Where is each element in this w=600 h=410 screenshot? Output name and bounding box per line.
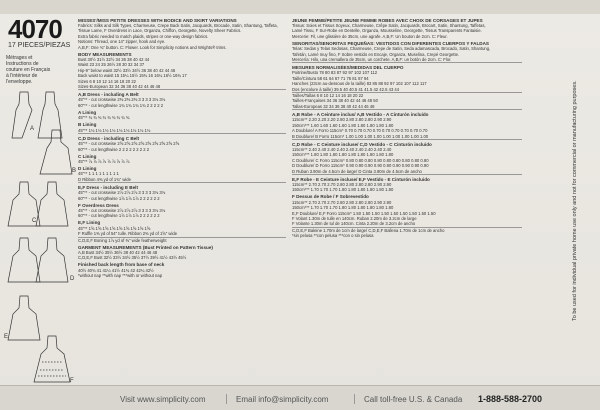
section-heading: D Lining bbox=[78, 165, 97, 171]
chart-row: Extra fabric needed to match plaids, stripes or one-way design fabrics. bbox=[78, 33, 209, 39]
view-label-e: E bbox=[4, 334, 9, 340]
chart-row: F Volante 1.30m de tul de 140cm. Cinta 2.20m de 3.2cm de ancho bbox=[292, 221, 522, 227]
view-label-f: F bbox=[70, 378, 74, 384]
chart-row: Hanches (23cm au-dessous de la taille) 83 85 88 92 97 102 107 112 117 bbox=[292, 81, 427, 87]
chart-row: C,D,E,F Bust 32½ 33½ 34½ 35½ 37½ 39½ 41½ 43½ 45½ bbox=[78, 255, 187, 261]
header-band bbox=[0, 0, 600, 14]
french-spanish-yardage-chart bbox=[292, 16, 522, 378]
dress-sketches bbox=[2, 90, 78, 386]
section-heading: E,F Lining bbox=[78, 220, 101, 226]
chart-row: *sin pelusa **con pelusa ***con o sin pelusa bbox=[292, 233, 374, 239]
section-heading: BODY MEASUREMENTS bbox=[78, 51, 132, 57]
chart-row: Back waist to waist 15 15¼ 15½ 15¾ 16 16¼ 16½ 16¾ 17 bbox=[78, 73, 187, 79]
chart-row: 150cm*** 1.60 1.60 1.60 1.60 1.80 1.80 1.80 1.80 1.80 bbox=[292, 122, 394, 128]
chart-row: Waist 23 24 25 26½ 28 30 32 34 37 bbox=[78, 62, 145, 68]
chart-row: F Ruffle 1⅜ yd of 54" tulle. Ribbon 2⅜ yd of 1⅝" wide bbox=[78, 231, 286, 237]
chart-row: Poitrine/Busto 78 80 83 87 92 97 102 107 112 bbox=[292, 70, 378, 76]
chart-row: Fabrics: Silks and Silk Types, Charmeuse, Crepe Back Satin, Jacquards, Brocade, Satin, Shantung, Taffeta, bbox=[78, 23, 278, 28]
chart-row: Tailles/Tallas 6 8 10 12 14 16 18 20 22 bbox=[292, 93, 364, 99]
chart-row: Tailles-Françaises 34 36 38 40 42 44 46 48 50 bbox=[292, 98, 378, 104]
chart-row: C,D,E,F Boning 1⅞ yd of ⅜" wide featherweight bbox=[78, 237, 167, 243]
section-heading: F Dessus de Robe / F Sobrevestido bbox=[292, 194, 369, 200]
view-f-sketch bbox=[34, 336, 70, 382]
chart-row: A,B,F: One ¾" button. C: Flower. Look for Simplicity notions and Wrights® trims. bbox=[78, 44, 227, 50]
chart-row: 45"** - cut crosswise 2⅞ 2⅞ 2⅞ 3 3 3 3 3⅛ 3⅛ bbox=[78, 207, 166, 213]
view-label-a: A bbox=[30, 126, 35, 132]
website-link[interactable]: Visit www.simplicity.com bbox=[120, 395, 206, 404]
chart-row: E,F Doublure/ E,F Forro 115cm* 1.50 1.50 1.50 1.50 1.50 1.50 1.50 1.50 1.50 bbox=[292, 210, 436, 216]
chart-row: 115cm** 2.70 2.70 2.70 2.80 2.80 2.80 2.80 2.90 2.90 bbox=[292, 181, 392, 187]
chart-row: Hip-9" below waist 32½ 33½ 34½ 36 38 40 42 44 46 bbox=[78, 67, 176, 73]
chart-row: C Doublure/ C Forro 115cm* 0.80 0.80 0.80 0.80 0.80 0.80 0.80 0.80 0.80 bbox=[292, 157, 429, 163]
chart-row: Tafetán, Lamé muy fino, F Sobre vestido en Encaje, Organza, Muselina, Crepé Georgette. bbox=[292, 51, 460, 57]
chart-row: D Ribbon 4⅜ yd of 1¾" wide bbox=[78, 177, 286, 183]
chart-row: 40½ 40¾ 41 41¼ 41½ 41¾ 42 42¼ 42½ bbox=[78, 267, 154, 273]
chart-row: Tallas-Europeas 32 34 36 38 40 42 44 46 48 bbox=[292, 104, 522, 110]
chart-row: 45"** ⅞ ⅞ ⅞ ⅞ ⅞ ⅞ ⅞ ⅞ ⅞ bbox=[78, 158, 130, 164]
view-sketches bbox=[2, 90, 78, 390]
english-yardage-chart bbox=[78, 16, 286, 378]
chart-row: 60"** - cut lengthwise 2 2 2 2 2 2 2 2 2 bbox=[78, 146, 150, 152]
view-label-d: D bbox=[70, 276, 75, 282]
chart-row: Tissue Lame, F Overdress in Lace, Organza, Chiffon, Georgette, Novelty Sheer Fabrics. bbox=[78, 28, 242, 34]
chart-row: 45"** - cut crosswise 2⅞ 2⅞ 2⅞ 3 3 3 3 3⅛ 3⅛ bbox=[78, 190, 166, 196]
chart-row: 60"** - cut lengthwise 1⅞ 1⅞ 1⅞ 2 2 2 2 2 2 bbox=[78, 195, 160, 201]
view-label-c: C bbox=[32, 218, 37, 224]
section-heading: C,D Dress - including C Belt bbox=[78, 135, 140, 141]
section-heading: A,B Dress - including A Belt bbox=[78, 92, 139, 98]
chart-row: Sizes 6 8 10 12 14 16 18 20 22 bbox=[78, 78, 136, 84]
chart-row: Dos (encolure à taille) 39.5 40 40.5 41 41.5 42 42.5 43 44 bbox=[292, 87, 522, 93]
section-heading: C,D Robe - C Ceinture incluse/ C,D Vestido - C Cinturón incluido bbox=[292, 141, 432, 147]
chart-row: B Doublure/ B Forro 115cm* 1.00 1.00 1.00 1.00 1.00 1.00 1.00 1.00 1.00 bbox=[292, 134, 522, 140]
chart-row: 150cm*** 1.80 1.80 1.80 1.80 1.80 1.80 1.80 1.80 1.80 bbox=[292, 152, 394, 158]
chart-row: Lamé Tissu, F Sur-Robe en Dentelle, Organza, Mousseline, Georgette, Tissus Transparents Fantaisie. bbox=[292, 28, 482, 34]
chart-row: D Ruban 3.90m de 4.5cm de large/ D Cinta 3.90m de 4.5cm de ancho bbox=[292, 169, 522, 175]
footer-divider bbox=[354, 394, 355, 404]
phone-number[interactable]: 1-888-588-2700 bbox=[478, 394, 543, 404]
chart-row: 150cm*** 1.70 1.70 1.70 1.80 1.80 1.80 1.80 1.80 1.80 bbox=[292, 205, 394, 211]
view-c-sketch bbox=[8, 182, 68, 226]
view-a-sketch bbox=[12, 92, 62, 138]
chart-row: Sizes-European 32 34 36 38 40 42 44 46 48 bbox=[78, 84, 286, 90]
section-heading: E,F Dress - including E Belt bbox=[78, 184, 138, 190]
section-heading: MESURES NORMALISÉES/MEDIDAS DEL CUERPO bbox=[292, 65, 404, 71]
view-e-sketch bbox=[8, 296, 40, 340]
chart-row: *without nap **with nap ***with or without nap bbox=[78, 273, 163, 279]
pattern-number: 4070 bbox=[8, 14, 62, 44]
section-heading: Finished back length from base of neck bbox=[78, 262, 165, 268]
chart-row: 45"** - cut crosswise 2⅜ 2⅜ 2⅜ 3 3 3 3 3⅛ 3⅛ bbox=[78, 97, 166, 103]
chart-row: Tissus: Soies et Tissus Soyeux, Charmeuse, Crêpe Satin, Jacquards, Brocart, Satin, Shantung, Taffetas, bbox=[292, 23, 486, 28]
section-heading: GARMENT MEASUREMENTS (Bust Printed on Pattern Tissue) bbox=[78, 244, 213, 250]
section-heading: C Lining bbox=[78, 153, 97, 159]
chart-row: 115cm** 2.20 2.20 2.20 2.80 2.80 2.80 2.80 2.90 2.90 bbox=[292, 117, 392, 123]
chart-row: Bust 30½ 31½ 32½ 34 36 38 40 42 44 bbox=[78, 57, 150, 63]
chart-row: 115cm** 2.40 2.40 2.40 2.40 2.40 2.40 2.40 2.40 2.40 bbox=[292, 146, 392, 152]
chart-row: 45"** ¾ ¾ ¾ ¾ ¾ ¾ ¾ ¾ ¾ bbox=[78, 115, 130, 121]
chart-row: C,D,E,F Baleine 1.70m de 1cm de large/ C,D,E,F Ballena 1.70m de 1cm de ancho bbox=[292, 227, 445, 233]
chart-row: 45"** 1 1 1 1 1 1 1 1 1 bbox=[78, 171, 119, 177]
section-heading: A Lining bbox=[78, 109, 97, 115]
chart-row: Mercerie: Fil, une glissière de 35cm, une agrafe. A,B,F: Un bouton de 2cm. C: Fleur. bbox=[292, 33, 448, 39]
view-b-sketch bbox=[40, 130, 72, 174]
chart-row: Telas: Sedas y Telas Sedosas, Charmeuse, Crepe de Satin, Seda adamascada, Brocado, Satin, Shantung, bbox=[292, 46, 491, 52]
chart-row: A Doublure/ A Forro 115cm* 0.70 0.70 0.70 0.70 0.70 0.70 0.70 0.70 0.70 bbox=[292, 128, 428, 134]
chart-row: 45"** 1⅝ 1⅝ 1⅝ 1⅝ 1⅝ 1⅝ 1⅝ 1⅝ 1⅝ bbox=[78, 225, 151, 231]
chart-row: Taille/Cintura 58 61 64 67 71 76 81 87 94 bbox=[292, 75, 369, 81]
section-heading: E,F Robe - E Ceinture incluse/ E,F Vestido - E Cinturón incluido bbox=[292, 176, 430, 182]
language-note: Métrages et Instructions de couture en Français à l'intérieur de l'enveloppe. bbox=[6, 55, 51, 85]
section-heading: JEUNE FEMME/PETITE JEUNE FEMME ROBES AVEC CHOIX DE CORSAGES ET JUPES bbox=[292, 17, 483, 23]
chart-row: 60"** - cut lengthwise 1⅞ 1⅞ 1⅞ 2 2 2 2 2 2 bbox=[78, 213, 160, 219]
chart-row: 60"** - cut lengthwise 1¾ 1¾ 1¾ 1¾ 2 2 2 2 2 bbox=[78, 102, 164, 108]
email-link[interactable]: Email info@simplicity.com bbox=[236, 395, 329, 404]
footer-bar bbox=[0, 385, 600, 410]
view-label-b: B bbox=[72, 168, 77, 174]
chart-row: Notions: Thread, one 14" zipper, hook and eye. bbox=[78, 39, 166, 45]
section-heading: SENORITAS/SENORITAS PEQUEÑAS: VESTIDOS CON DIFERENTES CUERPOS Y FALDAS bbox=[292, 40, 489, 46]
chart-row: A,B Bust 34½ 35½ 36½ 38 40 42 44 46 48 bbox=[78, 249, 158, 255]
chart-row: Mercería: Hilo, una cremallera de 35cm, un corchete. A,B,F: un botón de 2cm. C: Flor. bbox=[292, 57, 522, 63]
chart-row: D Doublure/ D Forro 115cm* 0.90 0.90 0.90 0.90 0.90 0.90 0.90 0.90 0.90 bbox=[292, 163, 429, 169]
view-d-sketch bbox=[8, 238, 68, 282]
footer-divider bbox=[226, 394, 227, 404]
section-heading: MISSES'/MISS PETITE DRESSES WITH BODICE AND SKIRT VARIATIONS bbox=[78, 17, 237, 23]
call-label: Call toll-free U.S. & Canada bbox=[364, 395, 463, 404]
chart-row: 150cm*** 1.70 1.70 1.70 1.80 1.80 1.80 1.80 1.80 1.80 bbox=[292, 187, 394, 193]
usage-notice: To be used for individual private home use only and not for commercial or manufacturing purposes. bbox=[572, 80, 578, 322]
section-heading: B Lining bbox=[78, 122, 97, 128]
pieces-count: 17 PIECES/PIEZAS bbox=[8, 42, 71, 49]
chart-row: F Volant 1.30m de tulle en 140cm. Ruban 2.20m de 3.2cm de large bbox=[292, 215, 417, 221]
chart-row: 45"** 1⅛ 1⅛ 1⅛ 1⅛ 1⅛ 1⅛ 1⅛ 1⅛ 1⅛ bbox=[78, 128, 286, 134]
section-heading: F Overdress Dress bbox=[78, 202, 119, 208]
chart-row: 115cm** 2.70 2.70 2.70 2.80 2.80 2.80 2.80 2.90 2.90 bbox=[292, 199, 392, 205]
section-heading: A,B Robe - A Ceinture inclus/ A,B Vestido - A Cinturón incluido bbox=[292, 111, 429, 117]
chart-row: 45"** - cut crosswise 2⅝ 2⅝ 2⅝ 2⅝ 2⅝ 2⅝ 2⅝ 2⅝ 2⅝ bbox=[78, 141, 180, 147]
